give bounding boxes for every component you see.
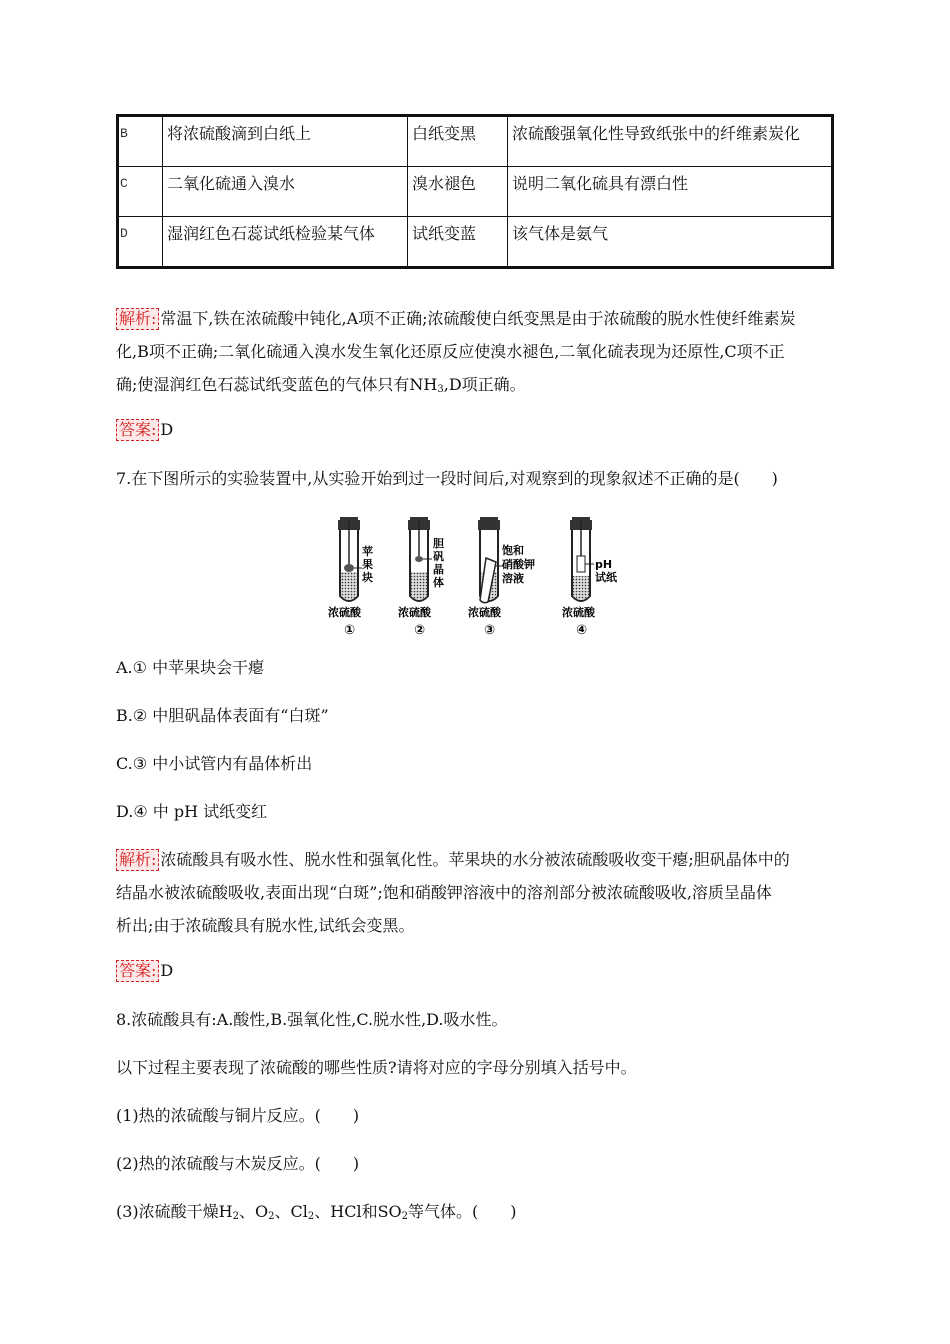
analysis-text: ,D项正确。 — [443, 375, 526, 394]
subscript: 2 — [232, 1211, 239, 1222]
item-text: 等气体。( ) — [408, 1202, 517, 1221]
table-row — [118, 116, 833, 167]
row-label: B — [118, 116, 163, 167]
acid-label-4: 浓硫酸 — [562, 606, 595, 619]
q6-analysis-line3 — [116, 368, 836, 401]
tube-3 — [478, 517, 504, 603]
item-text: 、O — [239, 1202, 269, 1221]
q7-answer — [116, 959, 836, 983]
row-label: D — [118, 217, 163, 268]
q8-intro: 以下过程主要表现了浓硫酸的哪些性质?请将对应的字母分别填入括号中。 — [116, 1058, 637, 1077]
experiment-figure — [320, 512, 640, 642]
q8-item-3 — [116, 1200, 836, 1224]
tube-number-4: ④ — [576, 623, 588, 638]
answer-tag: 答案: — [116, 419, 159, 441]
subscript: 3 — [437, 384, 444, 395]
acid-label-3: 浓硫酸 — [468, 606, 501, 619]
q6-answer — [116, 418, 836, 442]
answer-value: D — [160, 420, 174, 439]
label-ph-paper: pH 试纸 — [595, 558, 617, 584]
phenomenon-cell: 试纸变蓝 — [408, 217, 508, 268]
q7-analysis — [116, 843, 836, 942]
conclusion-cell: 说明二氧化硫具有漂白性 — [508, 167, 833, 217]
tube-1 — [338, 517, 362, 601]
row-label: C — [118, 167, 163, 217]
phenomenon-cell: 白纸变黑 — [408, 116, 508, 167]
conclusion-cell: 该气体是氨气 — [508, 217, 833, 268]
label-apple: 苹果块 — [362, 545, 373, 584]
table-row — [118, 217, 833, 268]
q7-analysis-line3: 析出;由于浓硫酸具有脱水性,试纸会变黑。 — [116, 916, 415, 935]
analysis-text: 确;使湿润红色石蕊试纸变蓝色的气体只有NH — [116, 375, 438, 394]
q6-analysis-line1 — [116, 302, 836, 335]
tube-4 — [570, 517, 594, 601]
analysis-text: 常温下,铁在浓硫酸中钝化,A项不正确;浓硫酸使白纸变黑是由于浓硫酸的脱水性使纤维素炭 — [160, 309, 796, 328]
tube-2 — [408, 517, 432, 601]
q8-item-1: (1)热的浓硫酸与铜片反应。( ) — [116, 1106, 360, 1125]
subscript: 2 — [307, 1211, 315, 1222]
item-text: (3)浓硫酸干燥H — [116, 1202, 233, 1221]
q7-option-d: D.④ 中 pH 试纸变红 — [116, 802, 268, 821]
q7-analysis-line2: 结晶水被浓硫酸吸收,表面出现“白斑”;饱和硝酸钾溶液中的溶剂部分被浓硫酸吸收,溶质呈晶体 — [116, 883, 772, 902]
item-text: 、HCl和SO — [314, 1202, 402, 1221]
subscript: 2 — [401, 1211, 409, 1222]
options-table — [116, 114, 834, 269]
q6-analysis-line2: 化,B项不正确;二氧化硫通入溴水发生氧化还原反应使溴水褪色,二氧化硫表现为还原性,C项不正 — [116, 342, 785, 361]
analysis-text: 浓硫酸具有吸水性、脱水性和强氧化性。苹果块的水分被浓硫酸吸收变干瘪;胆矾晶体中的 — [160, 850, 790, 869]
acid-label-1: 浓硫酸 — [328, 606, 361, 619]
phenomenon-cell: 溴水褪色 — [408, 167, 508, 217]
operation-cell: 湿润红色石蕊试纸检验某气体 — [163, 217, 408, 268]
subscript: 2 — [268, 1211, 275, 1222]
operation-cell: 二氧化硫通入溴水 — [163, 167, 408, 217]
analysis-tag: 解析: — [116, 849, 159, 871]
q7-option-a: A.① 中苹果块会干瘪 — [116, 658, 265, 677]
answer-tag: 答案: — [116, 960, 159, 982]
analysis-tag: 解析: — [116, 308, 159, 330]
tube-number-2: ② — [414, 623, 426, 638]
q6-analysis — [116, 302, 836, 401]
q8-item-2: (2)热的浓硫酸与木炭反应。( ) — [116, 1154, 360, 1173]
operation-cell: 将浓硫酸滴到白纸上 — [163, 116, 408, 167]
q7-option-c: C.③ 中小试管内有晶体析出 — [116, 754, 313, 773]
q7-stem: 7.在下图所示的实验装置中,从实验开始到过一段时间后,对观察到的现象叙述不正确的是( ) — [116, 469, 778, 488]
tube-number-3: ③ — [484, 623, 496, 638]
label-bluevitriol: 胆矾晶体 — [433, 537, 444, 589]
tube-number-1: ① — [344, 623, 356, 638]
table-row — [118, 167, 833, 217]
experiment-diagram — [320, 512, 640, 642]
q8-stem: 8.浓硫酸具有:A.酸性,B.强氧化性,C.脱水性,D.吸水性。 — [116, 1010, 508, 1029]
acid-label-2: 浓硫酸 — [398, 606, 431, 619]
conclusion-cell: 浓硫酸强氧化性导致纸张中的纤维素炭化 — [508, 116, 833, 167]
q7-option-b: B.② 中胆矾晶体表面有“白斑” — [116, 706, 329, 725]
q7-analysis-line1 — [116, 843, 836, 876]
label-kno3: 饱和硝酸钾溶液 — [502, 544, 535, 585]
item-text: 、Cl — [274, 1202, 308, 1221]
answer-value: D — [160, 961, 174, 980]
